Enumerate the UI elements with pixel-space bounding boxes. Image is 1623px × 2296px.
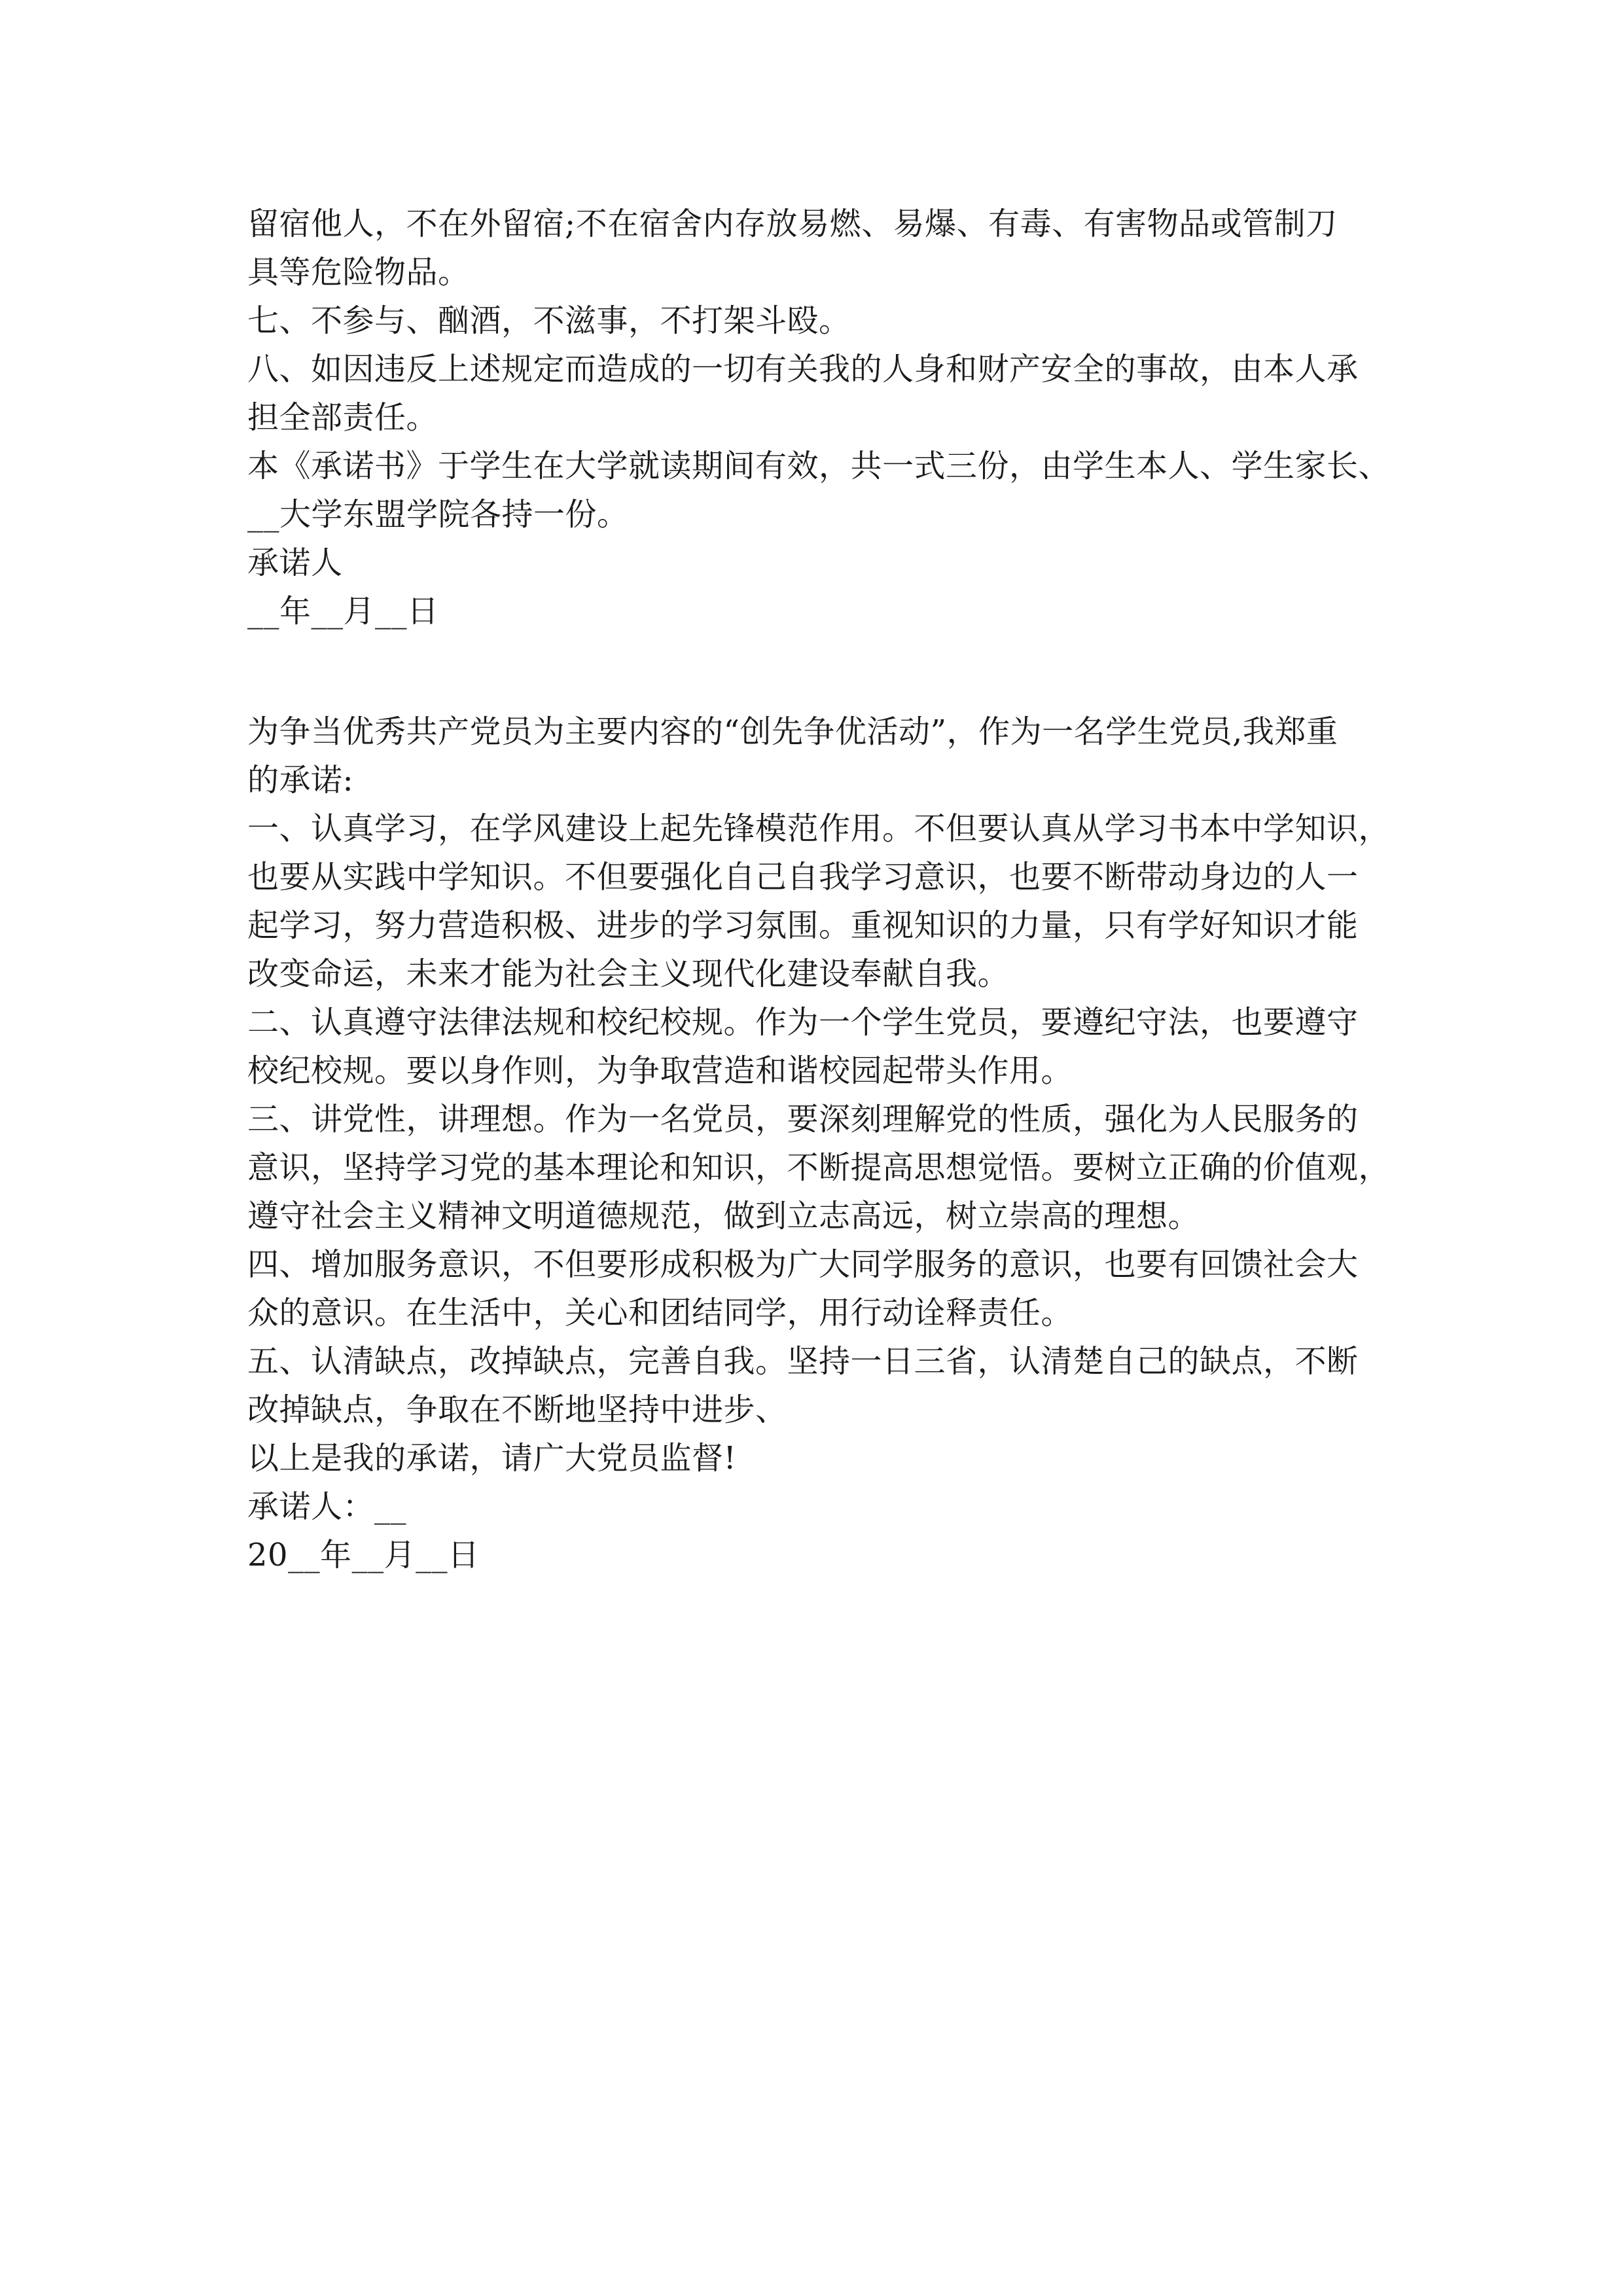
text-line: 一、认真学习，在学风建设上起先锋模范作用。不但要认真从学习书本中学知识， (247, 810, 1391, 847)
text-line: 意识，坚持学习党的基本理论和知识，不断提高思想觉悟。要树立正确的价值观， (247, 1149, 1391, 1186)
text-line: 本《承诺书》于学生在大学就读期间有效，共一式三份，由学生本人、学生家长、 (247, 448, 1391, 484)
text-line: 五、认清缺点，改掉缺点，完善自我。坚持一日三省，认清楚自己的缺点，不断 (247, 1343, 1359, 1380)
signer-label: 承诺人：__ (247, 1488, 407, 1525)
text-line: 也要从实践中学知识。不但要强化自己自我学习意识，也要不断带动身边的人一 (247, 859, 1359, 895)
text-line: 遵守社会主义精神文明道德规范，做到立志高远，树立崇高的理想。 (247, 1198, 1200, 1234)
text-line: 具等危险物品。 (247, 254, 470, 291)
text-line: 二、认真遵守法律法规和校纪校规。作为一个学生党员，要遵纪守法，也要遵守 (247, 1004, 1359, 1041)
text-line: 担全部责任。 (247, 399, 438, 436)
section-gap (247, 636, 1399, 708)
section-party-member-pledge (247, 708, 1399, 1579)
text-line: 的承诺: (247, 762, 354, 798)
text-line: 校纪校规。要以身作则，为争取营造和谐校园起带头作用。 (247, 1052, 1073, 1089)
date-line: 20__年__月__日 (247, 1537, 480, 1573)
text-line: 众的意识。在生活中，关心和团结同学，用行动诠释责任。 (247, 1295, 1073, 1331)
date-line: __年__月__日 (247, 593, 439, 630)
text-line: __大学东盟学院各持一份。 (247, 496, 629, 533)
text-line: 以上是我的承诺，请广大党员监督! (247, 1440, 737, 1477)
document-body (247, 200, 1399, 1579)
text-line: 四、增加服务意识，不但要形成积极为广大同学服务的意识，也要有回馈社会大 (247, 1246, 1359, 1283)
text-line: 八、如因违反上述规定而造成的一切有关我的人身和财产安全的事故，由本人承 (247, 351, 1359, 387)
text-line: 为争当优秀共产党员为主要内容的“创先争优活动”，作为一名学生党员,我郑重 (247, 713, 1338, 750)
text-line: 留宿他人，不在外留宿;不在宿舍内存放易燃、易爆、有毒、有害物品或管制刀 (247, 206, 1338, 242)
signer-label: 承诺人 (247, 545, 343, 581)
section-dormitory-pledge (247, 200, 1399, 636)
text-line: 七、不参与、酗酒，不滋事，不打架斗殴。 (247, 302, 851, 339)
text-line: 改掉缺点，争取在不断地坚持中进步、 (247, 1391, 787, 1428)
text-line: 起学习，努力营造积极、进步的学习氛围。重视知识的力量，只有学好知识才能 (247, 907, 1359, 944)
text-line: 改变命运，未来才能为社会主义现代化建设奉献自我。 (247, 956, 1010, 992)
text-line: 三、讲党性，讲理想。作为一名党员，要深刻理解党的性质，强化为人民服务的 (247, 1101, 1359, 1138)
